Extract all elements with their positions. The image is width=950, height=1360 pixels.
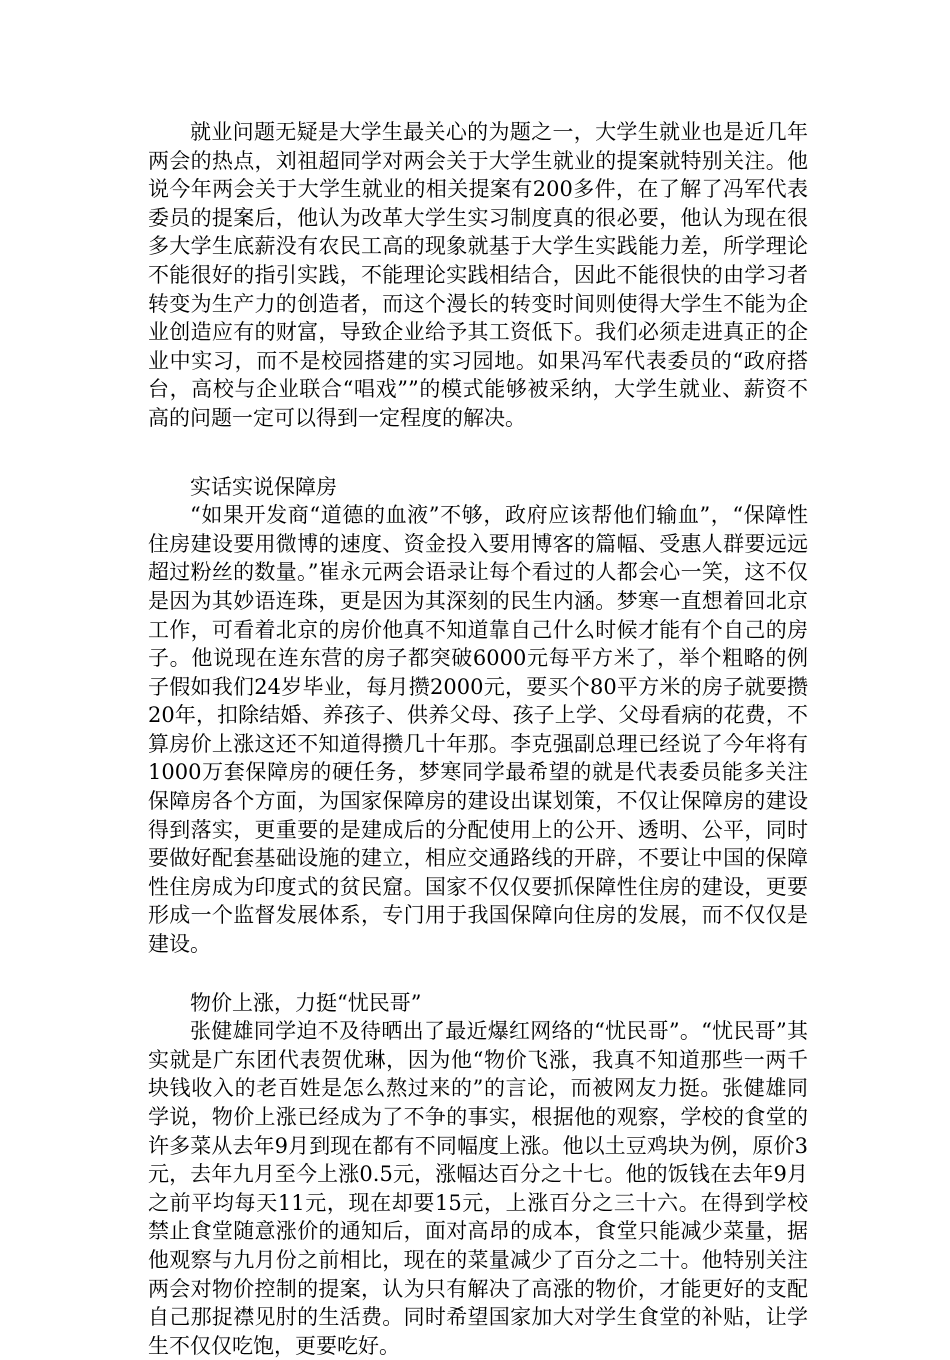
housing-heading: 实话实说保障房	[190, 474, 337, 499]
section-spacer	[148, 433, 808, 473]
employment-paragraph: 就业问题无疑是大学生最关心的为题之一，大学生就业也是近几年两会的热点，刘祖超同学对两会关于大学生就业的提案就特别关注。他说今年两会关于大学生就业的相关提案有200多件，在了解了冯军代表委员的提案后，他认为改革大学生实习制度真的很必要，他认为现在很多大学生底薪没有农民工高的现象就基于大学生实践能力差，所学理论不能很好的指引实践，不能理论实践相结合，因此不能很快的由学习者转变为生产力的创造者，而这个漫长的转变时间则使得大学生不能为企业创造应有的财富，导致企业给予其工资低下。我们必须走进真正的企业中实习，而不是校园搭建的实习园地。如果冯军代表委员的“政府搭台，高校与企业联合“唱戏””的模式能够被采纳，大学生就业、薪资不高的问题一定可以得到一定程度的解决。	[148, 120, 808, 430]
housing-paragraph: “如果开发商“道德的血液”不够，政府应该帮他们输血”，“保障性住房建设要用微博的速度、资金投入要用博客的篇幅、受惠人群要远远超过粉丝的数量。”崔永元两会语录让每个看过的人都会心一笑，这不仅是因为其妙语连珠，更是因为其深刻的民生内涵。梦寒一直想着回北京工作，可看着北京的房价他真不知道靠自己什么时候才能有个自己的房子。他说现在连东营的房子都突破6000元每平方米了，举个粗略的例子假如我们24岁毕业，每月攒2000元，要买个80平方米的房子就要攒20年，扣除结婚、养孩子、供养父母、孩子上学、父母看病的花费，不算房价上涨这还不知道得攒几十年那。李克强副总理已经说了今年将有1000万套保障房的硬任务，梦寒同学最希望的就是代表委员能多关注保障房各个方面，为国家保障房的建设出谋划策，不仅让保障房的建设得到落实，更重要的是建成后的分配使用上的公开、透明、公平，同时要做好配套基础设施的建立，相应交通路线的开辟，不要让中国的保障性住房成为印度式的贫民窟。国家不仅仅要抓保障性住房的建设，更要形成一个监督发展体系，专门用于我国保障向住房的发展，而不仅仅是建设。	[148, 503, 808, 957]
document-page	[148, 118, 808, 1360]
prices-paragraph: 张健雄同学迫不及待晒出了最近爆红网络的“忧民哥”。“忧民哥”其实就是广东团代表贺优琳，因为他“物价飞涨，我真不知道那些一两千块钱收入的老百姓是怎么熬过来的”的言论，而被网友力挺。张健雄同学说，物价上涨已经成为了不争的事实，根据他的观察，学校的食堂的许多菜从去年9月到现在都有不同幅度上涨。他以土豆鸡块为例，原价3元，去年九月至今上涨0.5元，涨幅达百分之十七。他的饭钱在去年9月之前平均每天11元，现在却要15元，上涨百分之三十六。在得到学校禁止食堂随意涨价的通知后，面对高昂的成本，食堂只能减少菜量，据他观察与九月份之前相比，现在的菜量减少了百分之二十。他特别关注两会对物价控制的提案，认为只有解决了高涨的物价，才能更好的支配自己那捉襟见肘的生活费。同时希望国家加大对学生食堂的补贴，让学生不仅仅吃饱，更要吃好。	[148, 1019, 808, 1358]
section-spacer	[148, 959, 808, 989]
prices-heading: 物价上涨，力挺“忧民哥”	[190, 990, 422, 1015]
